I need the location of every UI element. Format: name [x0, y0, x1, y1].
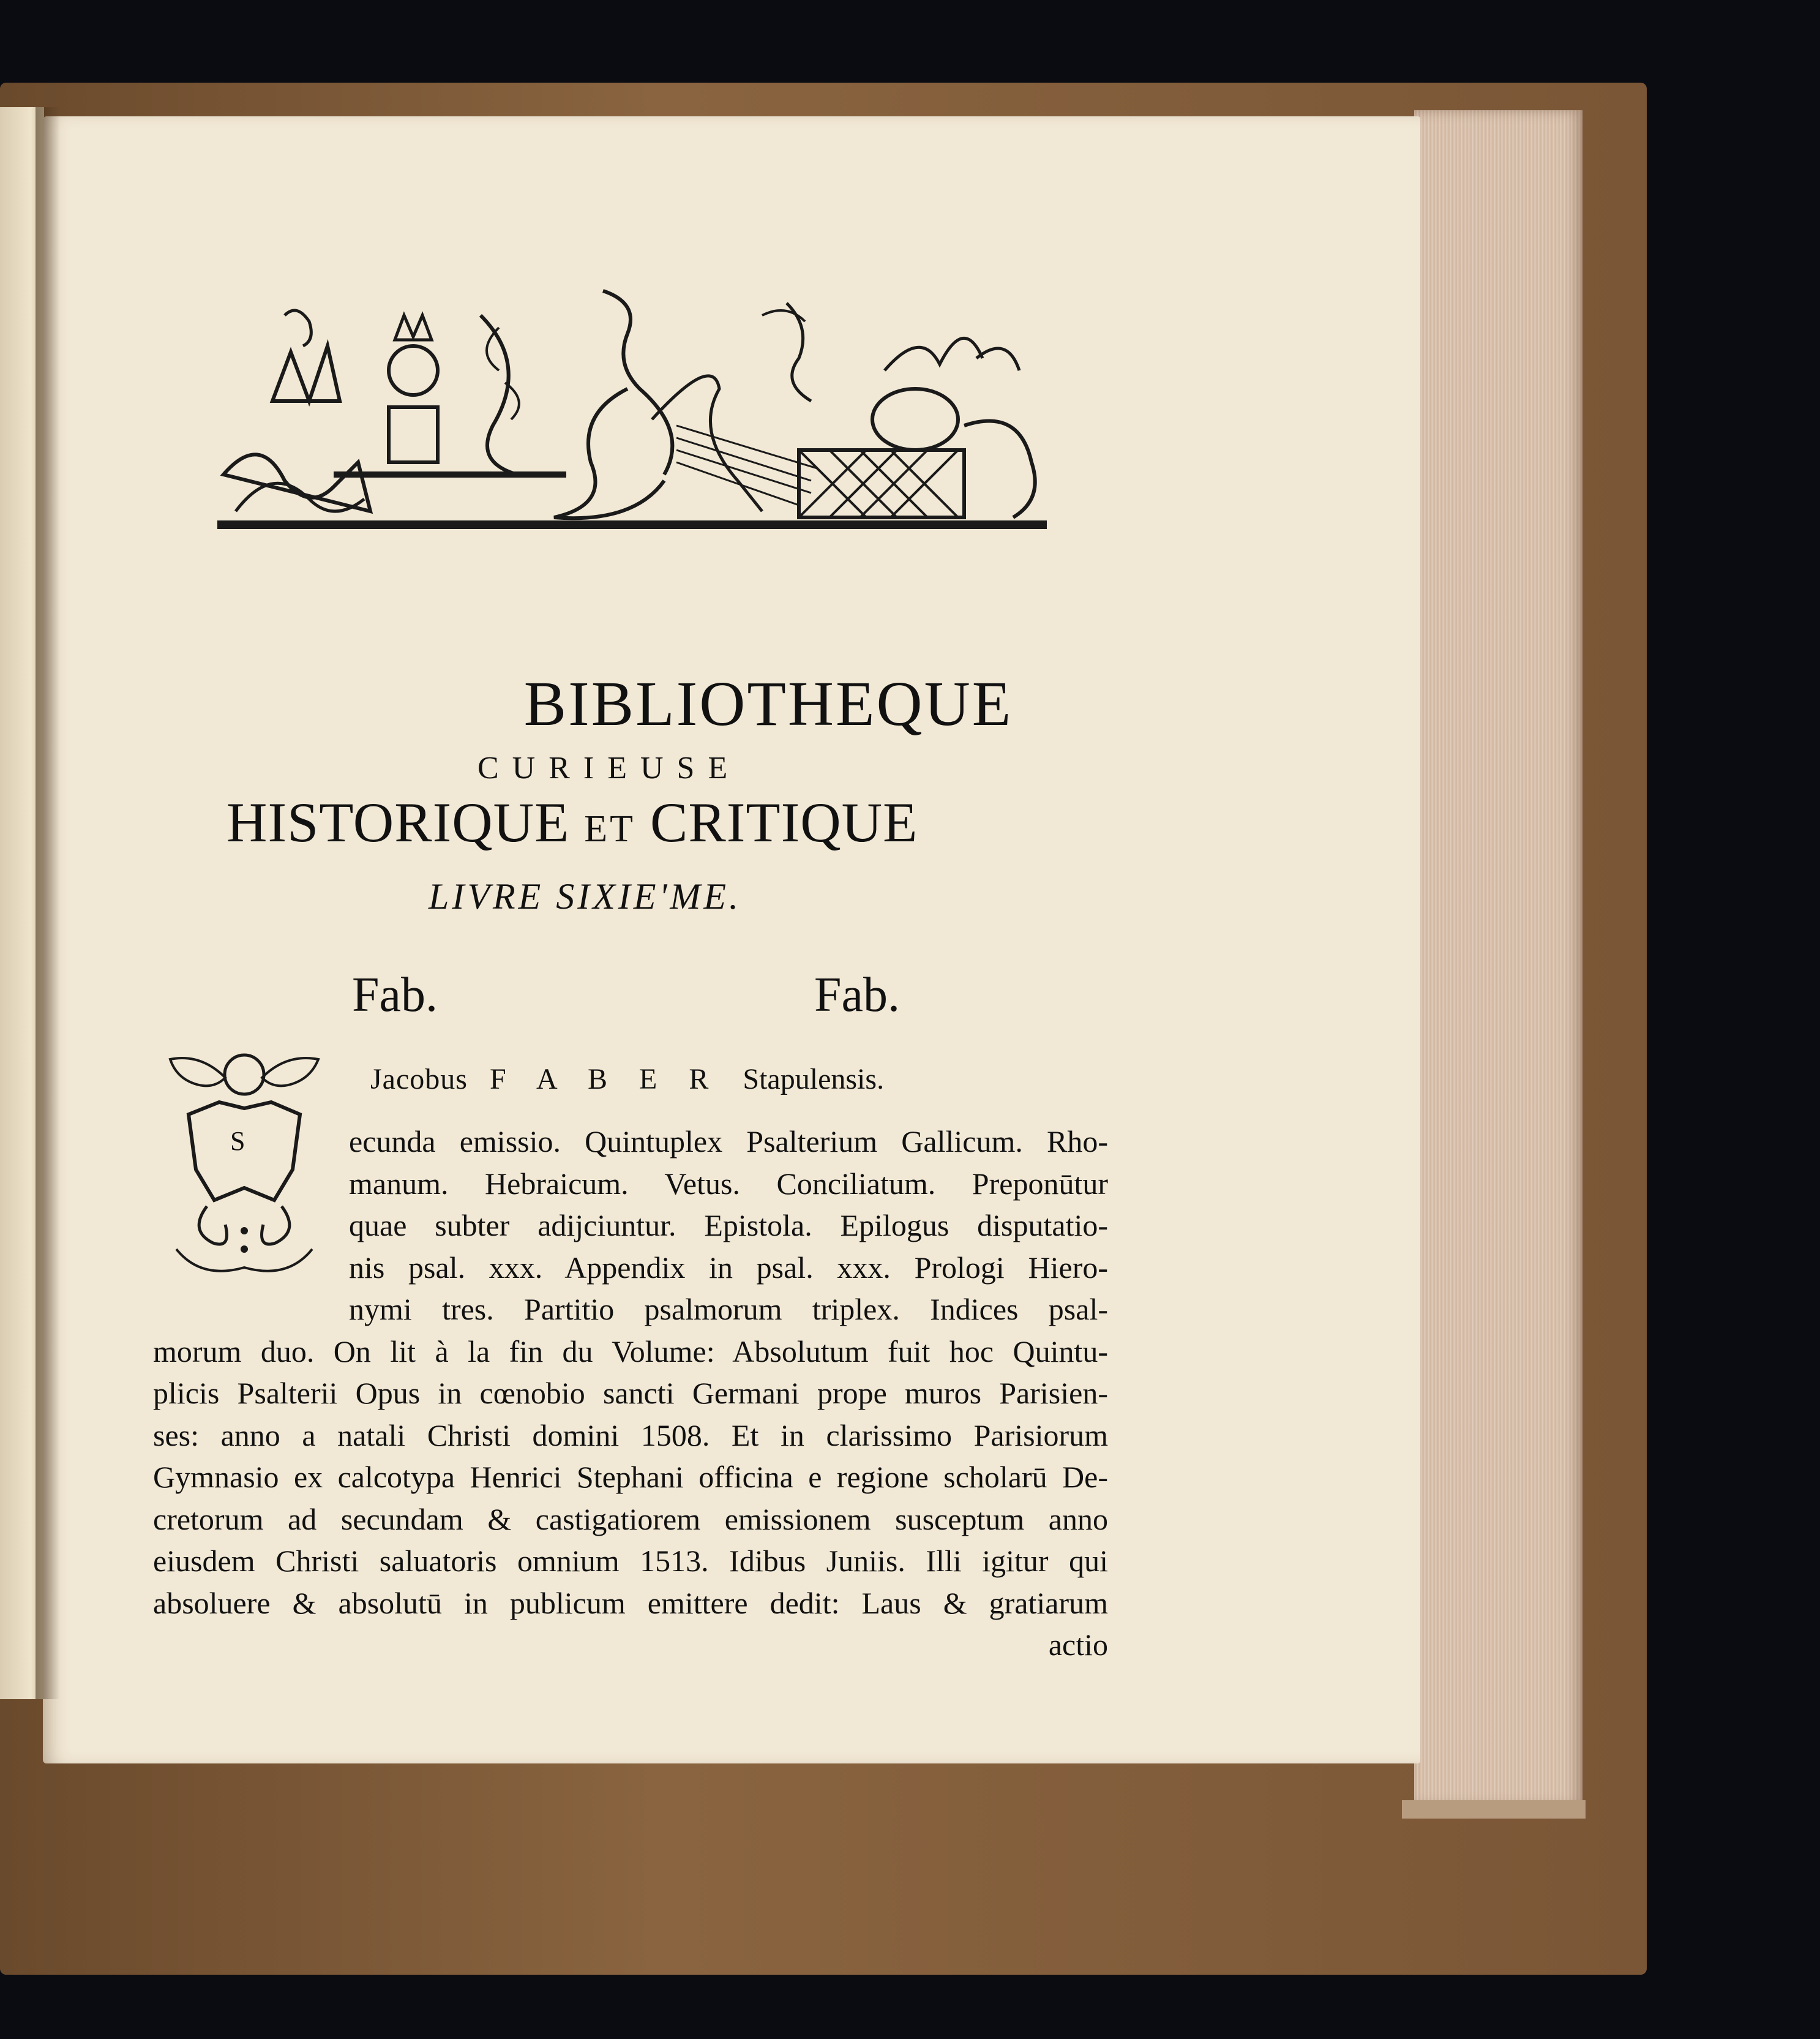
title-historique: HISTORIQUE	[227, 791, 570, 854]
title-historique-line	[227, 790, 1035, 855]
page-block-edges	[1414, 110, 1582, 1806]
title-curieuse: CURIEUSE	[477, 751, 741, 786]
title-bibliotheque: BIBLIOTHEQUE	[523, 669, 1013, 739]
text-line: ecunda emissio. Quintuplex Psalterium Gallicum. Rho-	[349, 1124, 1108, 1158]
title-livre: LIVRE SIXIE'ME.	[429, 876, 742, 917]
gutter-shadow	[36, 107, 60, 1699]
author-place: Stapulensis.	[743, 1063, 885, 1095]
text-line: nymi tres. Partitio psalmorum triplex. Indices psal-	[349, 1292, 1108, 1326]
text-line: morum duo. On lit à la fin du Volume: Absolutum fuit hoc Quintu-	[153, 1334, 1108, 1369]
text-line: Gymnasio ex calcotypa Henrici Stephani officina e regione scholarū De-	[153, 1460, 1108, 1494]
text-line: nis psal. xxx. Appendix in psal. xxx. Prologi Hiero-	[349, 1250, 1108, 1285]
author-first-name: Jacobus	[370, 1063, 468, 1095]
title-main	[0, 667, 1255, 740]
text-line: plicis Psalterii Opus in cœnobio sancti Germani prope muros Parisien-	[153, 1376, 1108, 1410]
text-line: quae subter adijciuntur. Epistola. Epilogus disputatio-	[349, 1208, 1108, 1242]
bleed-through-left	[147, 343, 154, 383]
running-head-right: Fab.	[814, 968, 900, 1022]
entry-body	[153, 1121, 1108, 1666]
author-last-name: F A B E R	[489, 1063, 721, 1095]
running-head-left: Fab.	[352, 968, 438, 1022]
page-block-bottom	[1402, 1800, 1586, 1819]
headpiece-ornament	[211, 279, 1053, 536]
text-line: absoluere & absolutū in publicum emittere dedit: Laus & gratiarum	[153, 1585, 1108, 1620]
text-line: ses: anno a natali Christi domini 1508. Et in clarissimo Parisiorum	[153, 1418, 1108, 1452]
catchword: actio	[1048, 1628, 1108, 1662]
title-et: ET	[584, 808, 636, 850]
text-line: manum. Hebraicum. Vetus. Conciliatum. Preponūtur	[349, 1166, 1108, 1201]
text-line: eiusdem Christi saluatoris omnium 1513. Idibus Juniis. Illi igitur qui	[153, 1544, 1108, 1578]
initial-letter: S	[230, 1126, 245, 1156]
entry-author	[370, 1062, 884, 1096]
title-critique: CRITIQUE	[650, 791, 918, 854]
text-line: cretorum ad secundam & castigatiorem emissionem susceptum anno	[153, 1501, 1108, 1536]
